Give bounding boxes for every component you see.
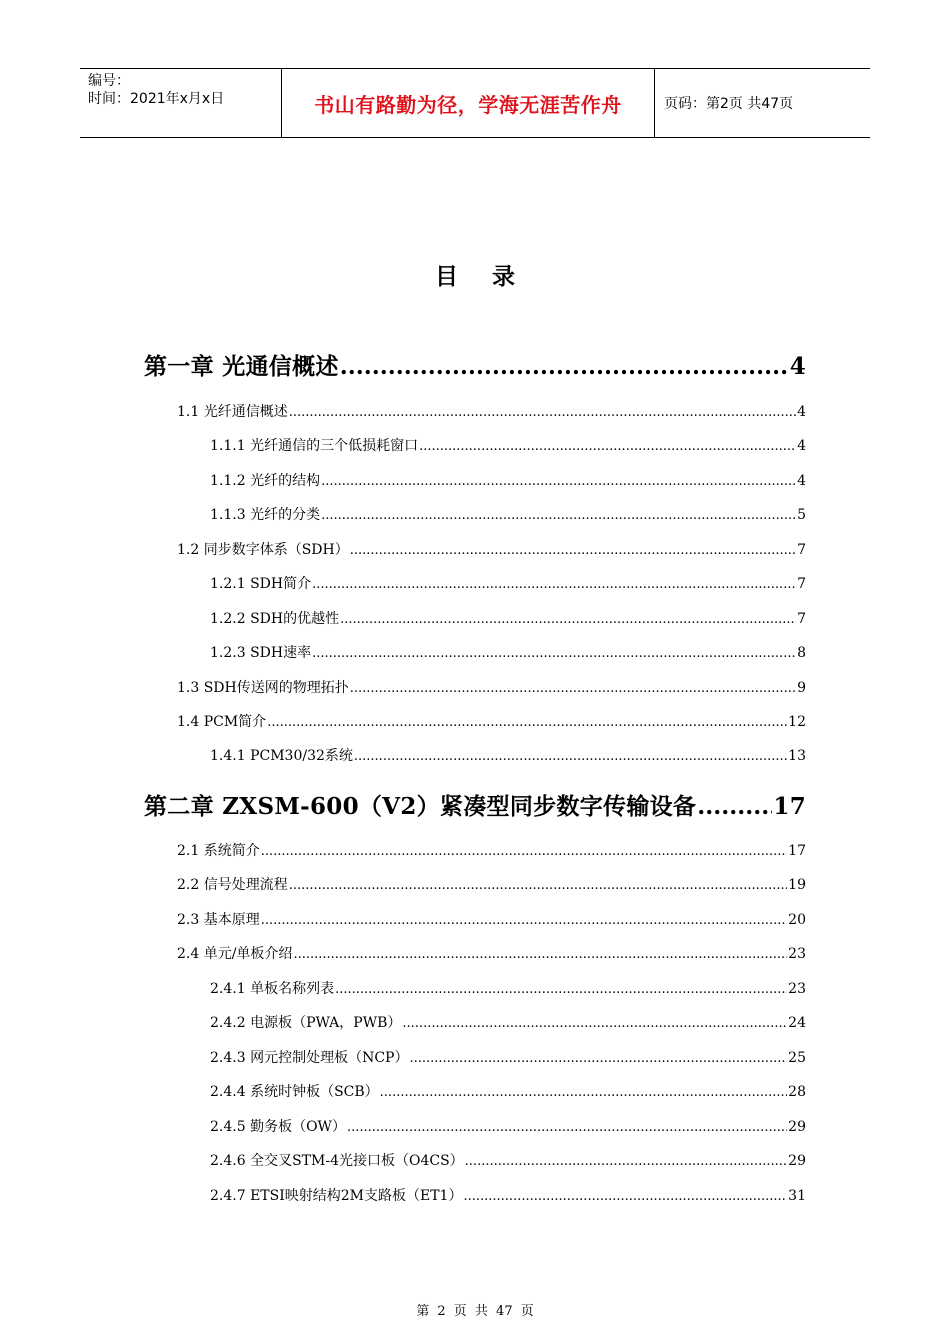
header-number: 编号： (88, 73, 130, 89)
toc-page-number: 12 (788, 714, 806, 730)
toc-entry[interactable] (210, 1081, 806, 1101)
toc-leader-dots (267, 715, 787, 730)
toc-page-number: 29 (788, 1153, 806, 1169)
toc-leader-dots (463, 1189, 787, 1204)
toc-entry[interactable] (177, 539, 806, 559)
toc-entry[interactable] (177, 840, 806, 860)
toc-entry[interactable] (177, 677, 806, 697)
toc-entry[interactable] (177, 874, 806, 894)
toc-entry[interactable] (210, 470, 806, 490)
toc-entry[interactable] (210, 1185, 806, 1205)
toc-entry[interactable] (210, 608, 806, 628)
toc-page-number: 25 (788, 1050, 806, 1066)
toc-entry-label: 1.2.2 SDH的优越性 (210, 611, 340, 627)
header-motto-cell (282, 69, 655, 137)
toc-page-number: 4 (797, 404, 806, 420)
toc-leader-dots (312, 646, 796, 661)
toc-leader-dots (340, 353, 789, 380)
toc-title: 目录 (435, 264, 549, 290)
toc-page-number: 28 (788, 1084, 806, 1100)
toc-entry-label: 1.1 光纤通信概述 (177, 404, 288, 420)
toc-page-number: 17 (773, 793, 806, 820)
toc-entry-label: 2.4.5 勤务板（OW） (210, 1119, 346, 1135)
header-time: 时间：2021年x月x日 (88, 91, 225, 107)
toc-leader-dots (465, 1154, 788, 1169)
toc-entry[interactable] (210, 745, 806, 765)
toc-leader-dots (409, 1051, 787, 1066)
toc-entry-label: 2.4 单元/单板介绍 (177, 946, 293, 962)
toc-page-number: 7 (797, 576, 806, 592)
toc-chapter-entry[interactable] (144, 788, 806, 821)
toc-entry-label: 1.4.1 PCM30/32系统 (210, 748, 353, 764)
toc-entry[interactable] (210, 642, 806, 662)
toc-entry[interactable] (210, 573, 806, 593)
header-page-info: 页码：第2页 共47页 (664, 96, 794, 112)
toc-page-number: 4 (797, 438, 806, 454)
toc-page-number: 29 (788, 1119, 806, 1135)
toc-leader-dots (380, 1085, 788, 1100)
toc-entry-label: 1.1.3 光纤的分类 (210, 507, 321, 523)
toc-page-number: 23 (788, 981, 806, 997)
toc-leader-dots (340, 612, 796, 627)
toc-entry[interactable] (210, 504, 806, 524)
toc-entry-label: 2.4.6 全交叉STM-4光接口板（O4CS） (210, 1153, 464, 1169)
toc-entry[interactable] (210, 1012, 806, 1032)
toc-leader-dots (289, 405, 796, 420)
toc-entry[interactable] (177, 401, 806, 421)
toc-page-number: 7 (797, 542, 806, 558)
toc-entry[interactable] (210, 978, 806, 998)
page-header (80, 68, 870, 138)
toc-entry-label: 2.4.1 单板名称列表 (210, 981, 335, 997)
toc-page-number: 4 (797, 473, 806, 489)
toc-entry-label: 2.3 基本原理 (177, 912, 260, 928)
toc-entry[interactable] (210, 435, 806, 455)
toc-entry[interactable] (210, 1047, 806, 1067)
toc-page-number: 24 (788, 1015, 806, 1031)
toc-leader-dots (402, 1016, 787, 1031)
toc-page-number: 4 (789, 353, 806, 380)
toc-leader-dots (697, 793, 772, 820)
toc-entry-label: 2.4.3 网元控制处理板（NCP） (210, 1050, 409, 1066)
toc-entry[interactable] (210, 1150, 806, 1170)
toc-leader-dots (289, 878, 787, 893)
toc-entry-label: 1.1.2 光纤的结构 (210, 473, 321, 489)
toc-page-number: 5 (797, 507, 806, 523)
toc-page-number: 17 (788, 843, 806, 859)
toc-entry-label: 1.1.1 光纤通信的三个低损耗窗口 (210, 438, 419, 454)
toc-entry-label: 第二章 ZXSM-600（V2）紧凑型同步数字传输设备 (144, 793, 697, 820)
toc-entry-label: 1.3 SDH传送网的物理拓扑 (177, 680, 349, 696)
toc-leader-dots (350, 543, 796, 558)
toc-entry-label: 2.4.4 系统时钟板（SCB） (210, 1084, 379, 1100)
toc-page-number: 20 (788, 912, 806, 928)
toc-entry-label: 2.1 系统简介 (177, 843, 260, 859)
toc-leader-dots (419, 439, 796, 454)
toc-entry[interactable] (177, 711, 806, 731)
toc-page-number: 7 (797, 611, 806, 627)
toc-leader-dots (321, 508, 796, 523)
toc-page-number: 13 (788, 748, 806, 764)
toc-page-number: 23 (788, 946, 806, 962)
toc-entry-label: 1.4 PCM简介 (177, 714, 267, 730)
toc-entry[interactable] (177, 943, 806, 963)
toc-leader-dots (293, 947, 787, 962)
toc-leader-dots (312, 577, 796, 592)
toc-chapter-entry[interactable] (144, 348, 806, 381)
toc-entry[interactable] (210, 1116, 806, 1136)
toc-leader-dots (261, 844, 787, 859)
toc-leader-dots (335, 982, 787, 997)
toc-entry-label: 第一章 光通信概述 (144, 353, 339, 380)
toc-page-number: 19 (788, 877, 806, 893)
toc-page-number: 9 (797, 680, 806, 696)
toc-page-number: 31 (788, 1188, 806, 1204)
header-motto: 书山有路勤为径，学海无涯苦作舟 (314, 92, 622, 117)
toc-leader-dots (354, 749, 787, 764)
header-meta (80, 69, 282, 137)
toc-entry-label: 1.2 同步数字体系（SDH） (177, 542, 349, 558)
toc-entry-label: 1.2.3 SDH速率 (210, 645, 312, 661)
page-footer: 第 2 页 共 47 页 (416, 1304, 534, 1319)
toc-page-number: 8 (797, 645, 806, 661)
toc-leader-dots (321, 474, 796, 489)
toc-entry-label: 2.4.7 ETSI映射结构2M支路板（ET1） (210, 1188, 463, 1204)
toc-leader-dots (261, 913, 787, 928)
toc-entry-label: 1.2.1 SDH简介 (210, 576, 312, 592)
toc-leader-dots (350, 681, 796, 696)
toc-entry-label: 2.2 信号处理流程 (177, 877, 288, 893)
toc-entry[interactable] (177, 909, 806, 929)
toc-entry-label: 2.4.2 电源板（PWA，PWB） (210, 1015, 402, 1031)
toc-leader-dots (347, 1120, 787, 1135)
